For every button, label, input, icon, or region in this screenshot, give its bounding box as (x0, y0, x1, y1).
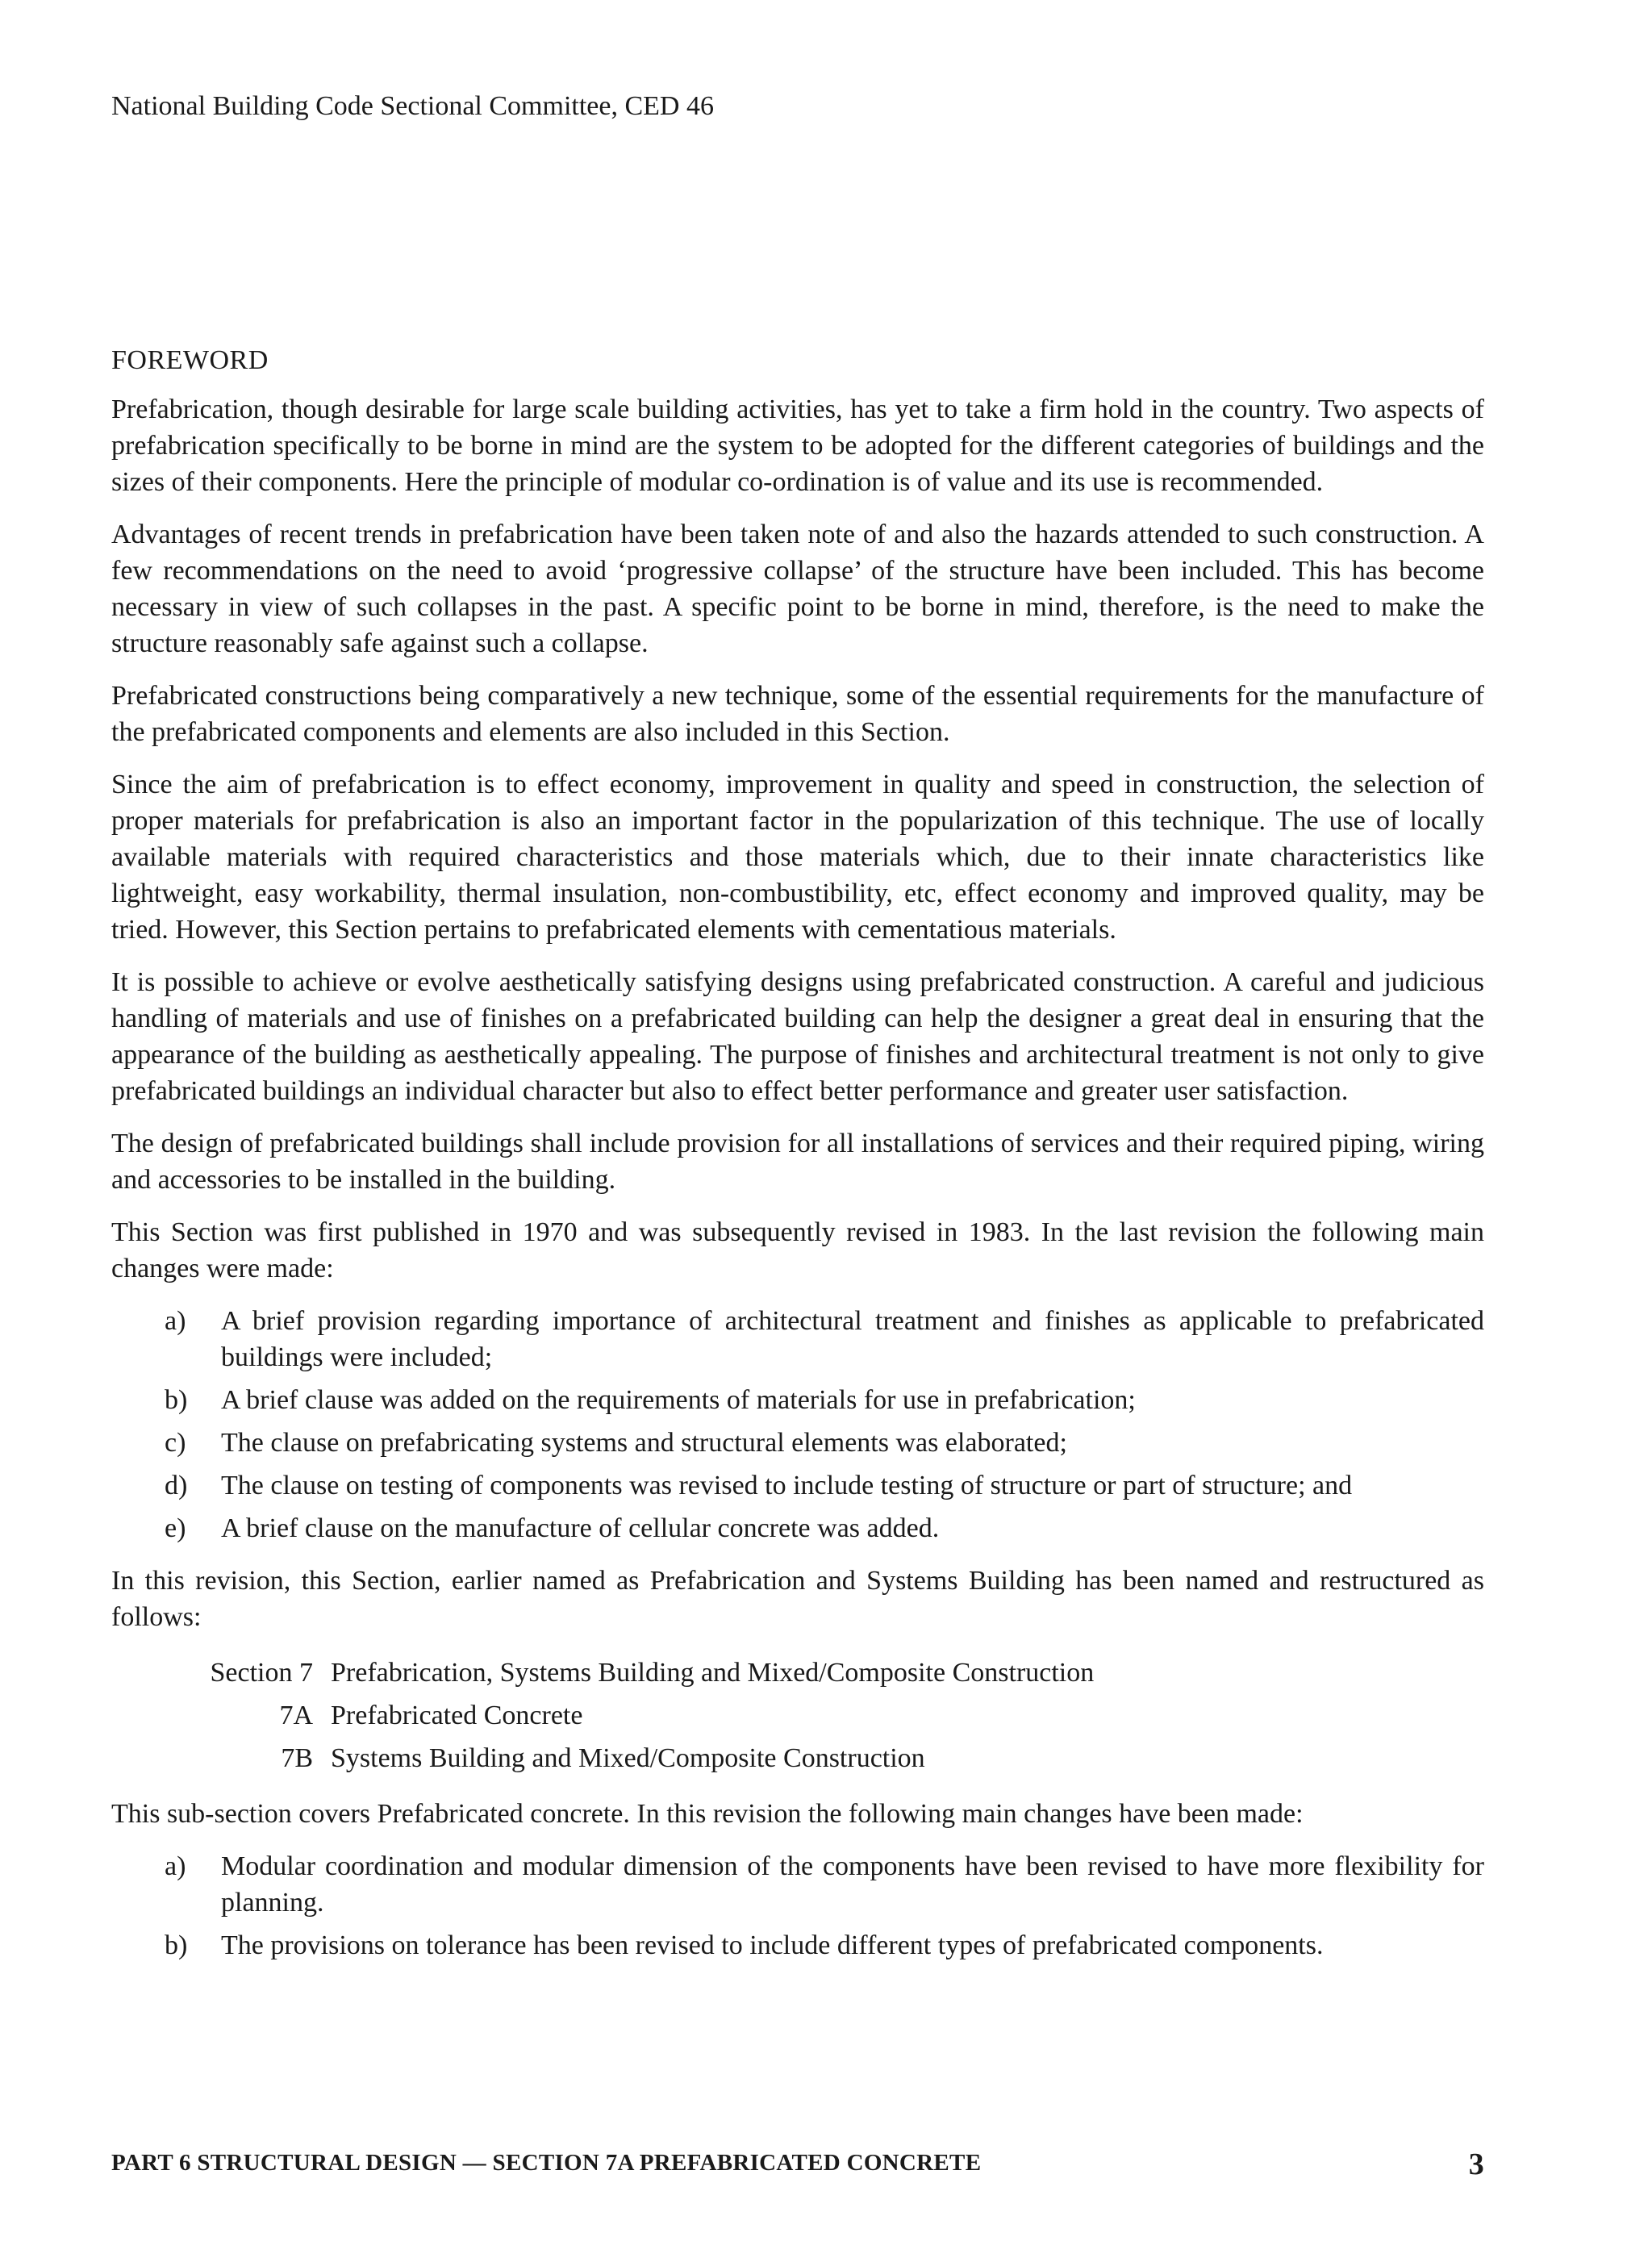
list-text: The clause on testing of components was revised to include testing of structure or part of structure; and (221, 1471, 1353, 1500)
changes-1983-list (111, 1303, 1484, 1546)
section-row (111, 1737, 1484, 1780)
list-item (111, 1467, 1484, 1504)
list-marker: b) (165, 1930, 188, 1960)
committee-header: National Building Code Sectional Committee, CED 46 (111, 91, 714, 121)
list-marker: c) (165, 1428, 186, 1458)
subsection-intro: This sub-section covers Prefabricated concrete. In this revision the following main changes have been made: (111, 1799, 1304, 1829)
list-text: Modular coordination and modular dimension of the components have been revised to have more flexibility for planning. (221, 1851, 1484, 1918)
page-footer (111, 2147, 1484, 2181)
section-row (111, 1651, 1484, 1694)
list-item (111, 1510, 1484, 1546)
list-marker: a) (165, 1306, 186, 1336)
page-number: 3 (1468, 2147, 1484, 2181)
list-item (111, 1382, 1484, 1418)
section-id: 7A (279, 1701, 313, 1730)
section-title: Prefabrication, Systems Building and Mixed/Composite Construction (331, 1658, 1095, 1688)
restructure-intro: In this revision, this Section, earlier named as Prefabrication and Systems Building has been named and restructured as follows: (111, 1566, 1484, 1632)
foreword-paragraph: Prefabricated constructions being comparatively a new technique, some of the essential requirements for the manufacture of the prefabricated components and elements are also included in this Section. (111, 681, 1484, 747)
foreword-paragraph: This Section was first published in 1970 and was subsequently revised in 1983. In the last revision the following main changes were made: (111, 1217, 1484, 1283)
list-item (111, 1927, 1484, 1964)
running-title: PART 6 STRUCTURAL DESIGN — SECTION 7A PREFABRICATED CONCRETE (111, 2150, 982, 2176)
section-row (111, 1694, 1484, 1737)
list-text: The clause on prefabricating systems and structural elements was elaborated; (221, 1428, 1067, 1458)
list-text: The provisions on tolerance has been revised to include different types of prefabricated components. (221, 1930, 1324, 1960)
section-id: Section 7 (210, 1658, 313, 1688)
list-text: A brief clause on the manufacture of cellular concrete was added. (221, 1513, 940, 1543)
list-marker: d) (165, 1471, 188, 1500)
foreword-paragraph: Prefabrication, though desirable for large scale building activities, has yet to take a firm hold in the country. Two aspects of prefabrication specifically to be borne in mind are the system to be adopted for the different categories of buildings and the sizes of their components. Here the principle of modular co-ordination is of value and its use is recommended. (111, 394, 1484, 497)
foreword-heading: FOREWORD (111, 345, 269, 375)
list-marker: b) (165, 1385, 188, 1415)
changes-current-list (111, 1848, 1484, 1964)
list-text: A brief provision regarding importance of architectural treatment and finishes as applicable to prefabricated buildings were included; (221, 1306, 1484, 1372)
foreword-section (111, 342, 1484, 1980)
section-id: 7B (281, 1743, 313, 1773)
list-marker: a) (165, 1851, 186, 1881)
list-item (111, 1848, 1484, 1921)
section-structure-list (111, 1651, 1484, 1780)
foreword-paragraph: It is possible to achieve or evolve aesthetically satisfying designs using prefabricated construction. A careful and judicious handling of materials and use of finishes on a prefabricated building can help the designer a great deal in ensuring that the appearance of the building as aesthetically appealing. The purpose of finishes and architectural treatment is not only to give prefabricated buildings an individual character but also to effect better performance and greater user satisfaction. (111, 967, 1484, 1106)
list-item (111, 1425, 1484, 1461)
foreword-paragraph: Since the aim of prefabrication is to effect economy, improvement in quality and speed in construction, the selection of proper materials for prefabrication is also an important factor in the popularization of this technique. The use of locally available materials with required characteristics and those materials which, due to their innate characteristics like lightweight, easy workability, thermal insulation, non-combustibility, etc, effect economy and improved quality, may be tried. However, this Section pertains to prefabricated elements with cementatious materials. (111, 770, 1484, 945)
section-title: Prefabricated Concrete (331, 1701, 583, 1730)
foreword-paragraph: Advantages of recent trends in prefabrication have been taken note of and also the hazards attended to such construction. A few recommendations on the need to avoid ‘progressive collapse’ of the structure have been included. This has become necessary in view of such collapses in the past. A specific point to be borne in mind, therefore, is the need to make the structure reasonably safe against such a collapse. (111, 520, 1484, 658)
list-item (111, 1303, 1484, 1375)
section-title: Systems Building and Mixed/Composite Construction (331, 1743, 925, 1773)
foreword-paragraph: The design of prefabricated buildings shall include provision for all installations of services and their required piping, wiring and accessories to be installed in the building. (111, 1129, 1484, 1195)
list-marker: e) (165, 1513, 186, 1543)
list-text: A brief clause was added on the requirements of materials for use in prefabrication; (221, 1385, 1136, 1415)
